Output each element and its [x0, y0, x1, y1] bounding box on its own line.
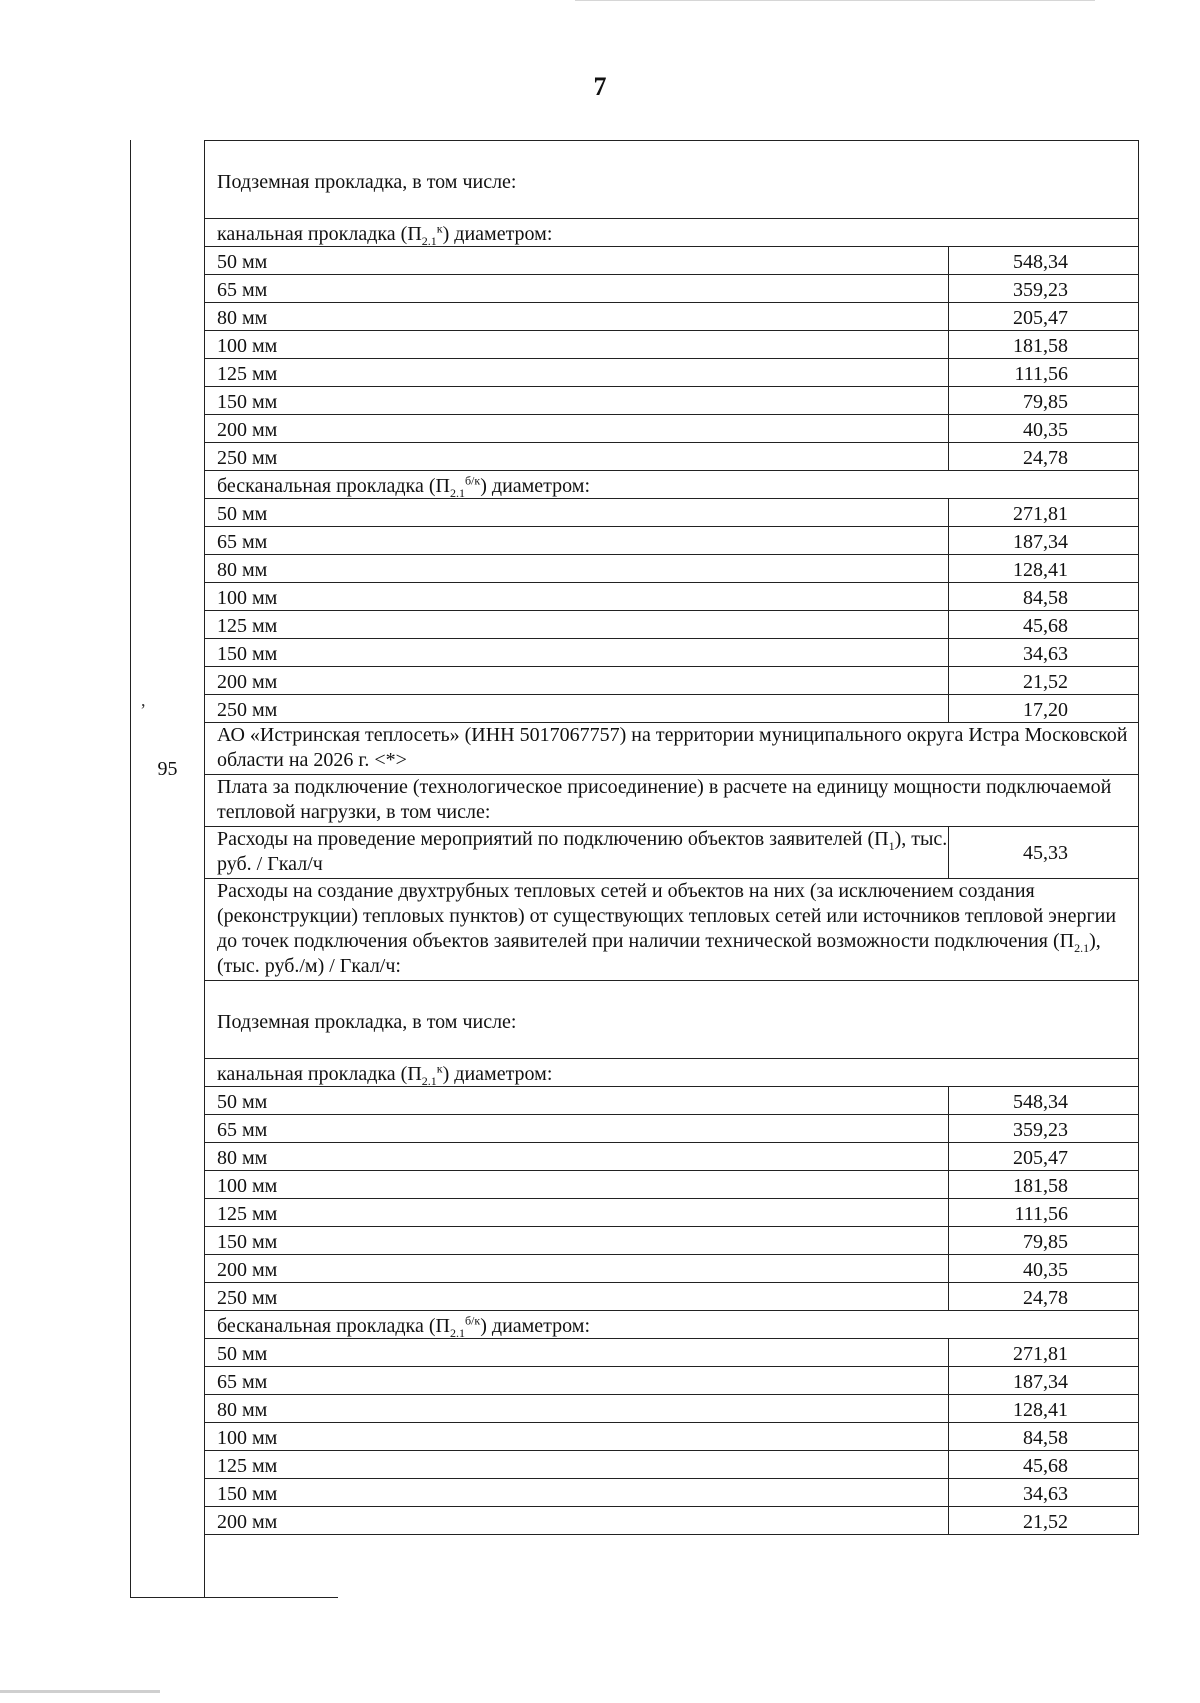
- channel-a-1-value: 359,23: [949, 275, 1139, 303]
- channel-b-7-row: [205, 1283, 1139, 1311]
- channelless-a-2-label: 80 мм: [205, 555, 949, 583]
- channel-a-2-label: 80 мм: [205, 303, 949, 331]
- underground-header-b-row: [205, 981, 1139, 1059]
- channelless-a-0-value: 271,81: [949, 499, 1139, 527]
- channelless-a-6-row: [205, 667, 1139, 695]
- channel-b-5-row: [205, 1227, 1139, 1255]
- org-title-row: [205, 723, 1139, 775]
- channel-b-5-value: 79,85: [949, 1227, 1139, 1255]
- channelless-a-6-value: 21,52: [949, 667, 1139, 695]
- channel-a-7-value: 24,78: [949, 443, 1139, 471]
- underground-header-b: Подземная прокладка, в том числе:: [205, 981, 1139, 1059]
- channel-a-5-label: 150 мм: [205, 387, 949, 415]
- p1-value: 45,33: [949, 827, 1139, 879]
- channelless-b-2-label: 80 мм: [205, 1395, 949, 1423]
- channel-label-a: канальная прокладка $(П_{2.1}^к)$ диаметром:: [205, 219, 1139, 247]
- channelless-a-0-label: 50 мм: [205, 499, 949, 527]
- channelless-a-3-row: [205, 583, 1139, 611]
- channelless-b-2-row: [205, 1395, 1139, 1423]
- channel-b-3-label: 100 мм: [205, 1171, 949, 1199]
- page-number: 7: [593, 72, 607, 101]
- channel-a-2-row: [205, 303, 1139, 331]
- channelless-a-5-row: [205, 639, 1139, 667]
- channelless-a-2-value: 128,41: [949, 555, 1139, 583]
- channel-a-2-value: 205,47: [949, 303, 1139, 331]
- channelless-b-3-label: 100 мм: [205, 1423, 949, 1451]
- channelless-b-4-value: 45,68: [949, 1451, 1139, 1479]
- channelless-b-0-label: 50 мм: [205, 1339, 949, 1367]
- channel-b-1-value: 359,23: [949, 1115, 1139, 1143]
- channel-b-5-label: 150 мм: [205, 1227, 949, 1255]
- channel-b-0-value: 548,34: [949, 1087, 1139, 1115]
- fee-title-row: [205, 775, 1139, 827]
- channel-b-2-row: [205, 1143, 1139, 1171]
- underground-header-a: Подземная прокладка, в том числе:: [205, 141, 1139, 219]
- p21-title-row: [205, 879, 1139, 981]
- channel-b-7-value: 24,78: [949, 1283, 1139, 1311]
- channelless-b-2-value: 128,41: [949, 1395, 1139, 1423]
- table-bottom-rule: [130, 1597, 338, 1598]
- channelless-a-1-value: 187,34: [949, 527, 1139, 555]
- channelless-label-a: бесканальная прокладка $(П_{2.1}^{б/к})$ диаметром:: [205, 471, 1139, 499]
- channel-b-0-row: [205, 1087, 1139, 1115]
- channel-label-a-row: [205, 219, 1139, 247]
- channel-b-2-label: 80 мм: [205, 1143, 949, 1171]
- channel-b-6-row: [205, 1255, 1139, 1283]
- channelless-a-4-row: [205, 611, 1139, 639]
- channelless-a-3-value: 84,58: [949, 583, 1139, 611]
- channel-b-4-row: [205, 1199, 1139, 1227]
- channel-a-5-row: [205, 387, 1139, 415]
- channelless-a-7-row: [205, 695, 1139, 723]
- p1-row: [205, 827, 1139, 879]
- channelless-a-1-label: 65 мм: [205, 527, 949, 555]
- channel-a-1-row: [205, 275, 1139, 303]
- channelless-b-1-row: [205, 1367, 1139, 1395]
- channel-a-4-label: 125 мм: [205, 359, 949, 387]
- channelless-b-6-row: [205, 1507, 1139, 1535]
- channel-a-5-value: 79,85: [949, 387, 1139, 415]
- channelless-b-5-row: [205, 1479, 1139, 1507]
- channel-a-3-value: 181,58: [949, 331, 1139, 359]
- channel-a-4-row: [205, 359, 1139, 387]
- channel-a-7-label: 250 мм: [205, 443, 949, 471]
- channel-b-1-label: 65 мм: [205, 1115, 949, 1143]
- table-left-frame: [130, 140, 131, 1598]
- p1-label: Расходы на проведение мероприятий по подключению объектов заявителей $(П_1)$, тыс. руб. / Гкал/ч: [205, 827, 949, 879]
- channel-b-4-value: 111,56: [949, 1199, 1139, 1227]
- channelless-a-7-value: 17,20: [949, 695, 1139, 723]
- entry-number: 95: [157, 758, 178, 780]
- channelless-b-0-value: 271,81: [949, 1339, 1139, 1367]
- channel-b-7-label: 250 мм: [205, 1283, 949, 1311]
- channel-b-2-value: 205,47: [949, 1143, 1139, 1171]
- channel-a-3-row: [205, 331, 1139, 359]
- channelless-a-0-row: [205, 499, 1139, 527]
- channelless-b-0-row: [205, 1339, 1139, 1367]
- channel-b-6-label: 200 мм: [205, 1255, 949, 1283]
- channelless-a-7-label: 250 мм: [205, 695, 949, 723]
- channel-a-0-value: 548,34: [949, 247, 1139, 275]
- channelless-b-5-label: 150 мм: [205, 1479, 949, 1507]
- channel-a-0-label: 50 мм: [205, 247, 949, 275]
- channelless-b-4-label: 125 мм: [205, 1451, 949, 1479]
- channelless-a-4-label: 125 мм: [205, 611, 949, 639]
- channelless-label-b: бесканальная прокладка $(П_{2.1}^{б/к})$ диаметром:: [205, 1311, 1139, 1339]
- channelless-a-5-value: 34,63: [949, 639, 1139, 667]
- channelless-b-6-label: 200 мм: [205, 1507, 949, 1535]
- p21-title: Расходы на создание двухтрубных тепловых сетей и объектов на них (за исключением создания (реконструкции) тепловых пунктов) от существующих тепловых сетей или источников тепловой энергии до точек подключения объектов заявителей при наличии технической возможности подключения $(П_{2.1})$, (тыс. руб./м) / Гкал/ч:: [205, 879, 1139, 981]
- channel-label-b: канальная прокладка $(П_{2.1}^к)$ диаметром:: [205, 1059, 1139, 1087]
- channel-a-6-label: 200 мм: [205, 415, 949, 443]
- channel-a-6-value: 40,35: [949, 415, 1139, 443]
- scan-edge-top: [575, 0, 1095, 1]
- channelless-b-5-value: 34,63: [949, 1479, 1139, 1507]
- channelless-b-4-row: [205, 1451, 1139, 1479]
- channelless-b-1-value: 187,34: [949, 1367, 1139, 1395]
- channelless-a-1-row: [205, 527, 1139, 555]
- channelless-label-b-row: [205, 1311, 1139, 1339]
- channelless-label-a-row: [205, 471, 1139, 499]
- channelless-a-5-label: 150 мм: [205, 639, 949, 667]
- channelless-b-6-value: 21,52: [949, 1507, 1139, 1535]
- underground-header-a-row: [205, 141, 1139, 219]
- fee-title: Плата за подключение (технологическое присоединение) в расчете на единицу мощности подключаемой тепловой нагрузки, в том числе:: [205, 775, 1139, 827]
- channel-a-6-row: [205, 415, 1139, 443]
- channelless-b-3-row: [205, 1423, 1139, 1451]
- channel-a-7-row: [205, 443, 1139, 471]
- channel-a-4-value: 111,56: [949, 359, 1139, 387]
- channelless-b-1-label: 65 мм: [205, 1367, 949, 1395]
- channel-b-3-row: [205, 1171, 1139, 1199]
- channel-b-4-label: 125 мм: [205, 1199, 949, 1227]
- channel-b-0-label: 50 мм: [205, 1087, 949, 1115]
- channelless-a-3-label: 100 мм: [205, 583, 949, 611]
- channelless-b-3-value: 84,58: [949, 1423, 1139, 1451]
- org-title: АО «Истринская теплосеть» (ИНН 5017067757) на территории муниципального округа Истра Московской области на 2026 г. <*>: [205, 723, 1139, 775]
- channel-b-6-value: 40,35: [949, 1255, 1139, 1283]
- channel-a-1-label: 65 мм: [205, 275, 949, 303]
- channelless-a-2-row: [205, 555, 1139, 583]
- scan-edge-bottom: [0, 1690, 160, 1693]
- channel-b-3-value: 181,58: [949, 1171, 1139, 1199]
- channel-label-b-row: [205, 1059, 1139, 1087]
- channel-b-1-row: [205, 1115, 1139, 1143]
- channel-a-3-label: 100 мм: [205, 331, 949, 359]
- stray-mark: ,: [141, 690, 146, 710]
- channelless-a-6-label: 200 мм: [205, 667, 949, 695]
- channelless-a-4-value: 45,68: [949, 611, 1139, 639]
- tariff-table: [204, 140, 1139, 1535]
- channel-a-0-row: [205, 247, 1139, 275]
